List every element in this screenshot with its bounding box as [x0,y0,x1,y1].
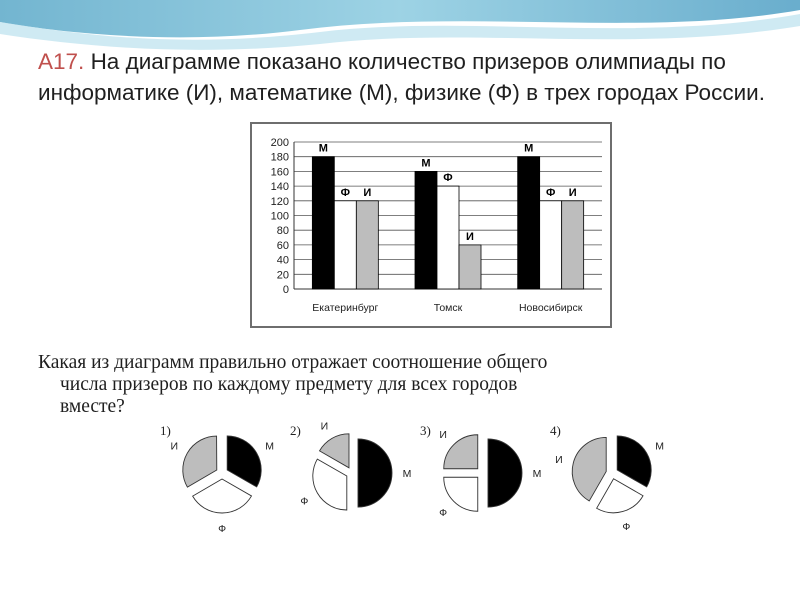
question-number: А17. [38,49,85,74]
pie-slice [193,479,252,513]
bar [334,201,356,289]
pie-slice-label: М [532,468,542,480]
pie-slice [313,459,347,510]
y-tick-label: 20 [276,269,289,282]
pie-slice-label: М [402,468,412,480]
pie-slice [617,436,651,487]
subquestion-line-2: числа призеров по каждому предмету для всех городов [60,374,518,395]
bar-label: М [318,142,328,155]
pie-chart [540,418,670,533]
pie-option-3[interactable] [410,418,540,533]
y-tick-label: 40 [276,254,289,267]
subquestion-text [38,352,758,418]
pie-slice [572,437,606,500]
y-tick-label: 120 [270,195,289,208]
pie-slice-label: М [655,440,664,453]
option-number: 4) [550,423,561,438]
bar-chart-svg [252,124,610,326]
bar [562,201,584,289]
y-tick-label: 180 [270,151,289,164]
pie-slice-label: И [320,420,329,433]
bar [437,186,459,289]
y-tick-label: 160 [270,166,289,179]
bar-label: И [466,230,474,243]
bar [459,245,481,289]
y-tick-label: 140 [270,181,289,194]
bar-label: И [568,186,577,199]
y-tick-label: 0 [282,284,289,296]
pie-option-4[interactable] [540,418,670,533]
option-number: 1) [160,423,171,438]
pie-slice-label: Ф [439,506,448,519]
bar [518,157,540,289]
pie-slice-label: И [555,453,563,466]
pie-slice [444,477,478,511]
pie-slice [488,439,522,507]
y-tick-label: 80 [276,225,289,238]
pie-chart [280,418,410,533]
option-number: 3) [420,423,431,438]
bar [312,157,334,289]
bar-label: И [363,186,372,199]
x-tick-label: Новосибирск [518,302,583,314]
bar-label: М [421,157,431,170]
pie-slice-label: Ф [622,521,631,534]
pie-slice-label: Ф [300,495,309,508]
question-body: На диаграмме показано количество призеров олимпиады по информатике (И), математике (М), физике (Ф) в трех городах России. [38,49,765,105]
y-tick-label: 60 [276,239,289,252]
pie-chart [150,418,280,533]
bar-label: Ф [340,186,351,199]
bar-chart [250,122,612,328]
bar [540,201,562,289]
pie-option-2[interactable] [280,418,410,533]
pie-slice [183,436,217,487]
pie-slice-label: М [265,440,274,453]
x-tick-label: Екатеринбург [312,302,379,314]
pie-slice-label: И [439,429,447,442]
subquestion-line-1: Какая из диаграмм правильно отражает соотношение общего [38,352,548,373]
x-tick-label: Томск [433,302,463,314]
pie-slice [358,439,392,507]
bar-label: Ф [443,172,453,185]
pie-slice [444,435,478,469]
pie-chart [410,418,540,533]
pie-option-1[interactable] [150,418,280,533]
y-tick-label: 100 [270,210,289,223]
option-number: 2) [290,423,301,438]
subquestion-line-3: вместе? [60,396,125,417]
bar [415,171,437,289]
pie-options [150,418,680,533]
question-text [38,46,778,108]
pie-slice [227,436,261,487]
pie-slice-label: И [170,440,178,453]
pie-slice [597,479,643,513]
pie-slice-label: Ф [218,522,227,535]
bar [356,201,378,289]
y-tick-label: 200 [270,137,289,149]
bar-label: М [524,142,534,155]
bar-label: Ф [545,186,556,199]
